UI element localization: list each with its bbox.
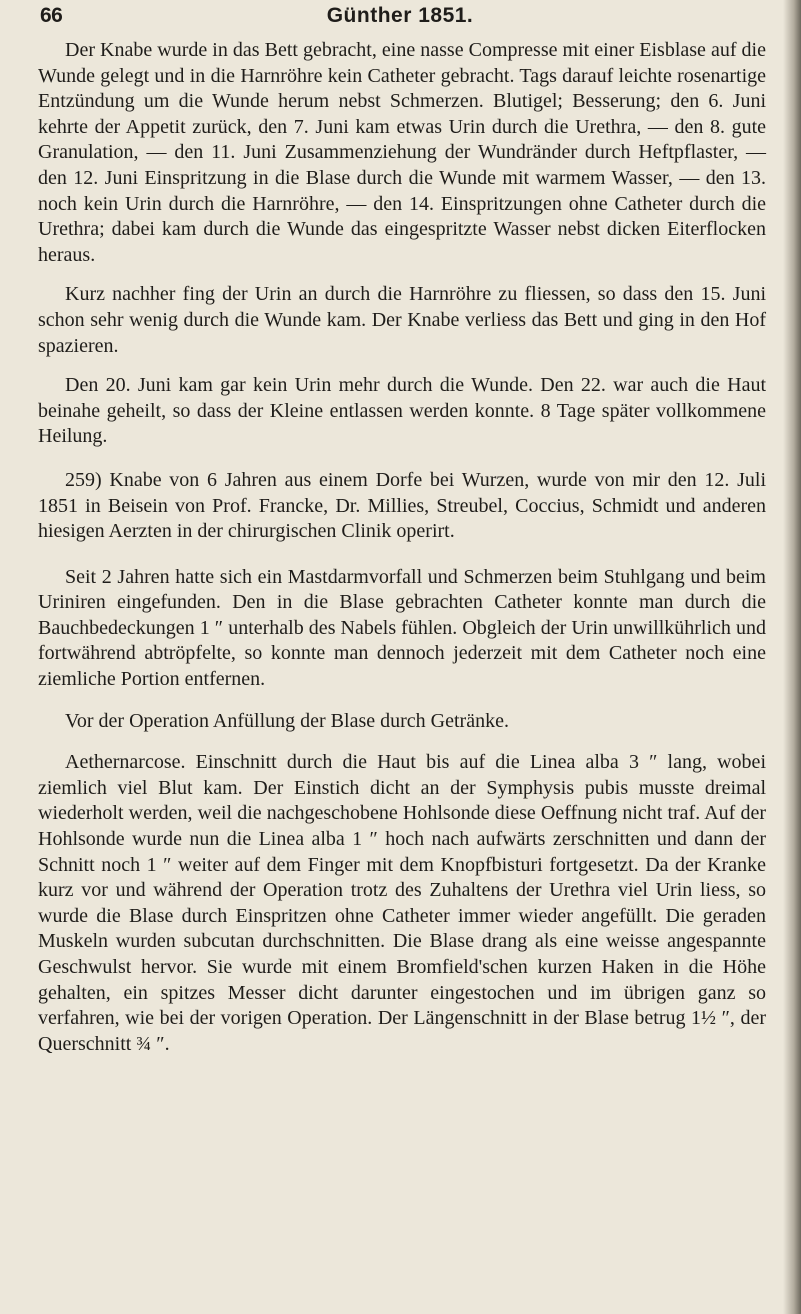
paragraph: Seit 2 Jahren hatte sich ein Mastdarmvorfall und Schmerzen beim Stuhlgang und beim Uriniren eingefunden. Den in die Blase gebrachten Catheter konnte man durch die Bauchbedeckungen 1 ″ unterhalb des Nabels fühlen. Obgleich der Urin unwillkührlich und fortwährend abtröpfelte, so konnte man dennoch jederzeit mit dem Catheter noch eine ziemliche Portion entfernen. bbox=[38, 565, 766, 691]
paragraph: Aethernarcose. Einschnitt durch die Haut bis auf die Linea alba 3 ″ lang, wobei ziemlich viel Blut kam. Der Einstich dicht an der Symphysis pubis musste dreimal wiederholt werden, weil die nachgeschobene Hohlsonde diese Oeffnung nicht traf. Auf der Hohlsonde wurde nun die Linea alba 1 ″ hoch nach aufwärts zerschnitten und dann der Schnitt noch 1 ″ weiter auf dem Finger mit dem Knopfbisturi fortgesetzt. Da der Kranke kurz vor und während der Operation trotz des Zuhaltens der Urethra viel Urin liess, so wurde die Blase durch Einspritzen ohne Catheter immer wieder angefüllt. Die geraden Muskeln wurden subcutan durchschnitten. Die Blase drang als eine weisse angespannte Geschwulst hervor. Sie wurde mit einem Bromfield'schen kurzen Haken in die Höhe gehalten, ein spitzes Messer dicht darunter eingestochen und im übrigen ganz so verfahren, wie bei der vorigen Operation. Der Längenschnitt in der Blase betrug 1½ ″, der Querschnitt ¾ ″. bbox=[38, 751, 766, 1055]
paragraph: Kurz nachher fing der Urin an durch die Harnröhre zu fliessen, so dass den 15. Juni schon sehr wenig durch die Wunde kam. Der Knabe verliess das Bett und ging in den Hof spazieren. bbox=[38, 283, 766, 357]
body-text bbox=[38, 38, 766, 1057]
paragraph-case-259: 259) Knabe von 6 Jahren aus einem Dorfe bei Wurzen, wurde von mir den 12. Juli 1851 in Beisein von Prof. Francke, Dr. Millies, Streubel, Coccius, Schmidt und anderen hiesigen Aerzten in der chirurgischen Clinik operirt. bbox=[38, 468, 766, 543]
page-number: 66 bbox=[40, 4, 63, 27]
running-head: Günther 1851. bbox=[326, 4, 474, 27]
page-edge-shadow bbox=[783, 0, 801, 1314]
paragraph: Der Knabe wurde in das Bett gebracht, eine nasse Compresse mit einer Eisblase auf die Wunde gelegt und in die Harnröhre kein Catheter gebracht. Tags darauf leichte rosenartige Entzündung um die Wunde herum nebst Schmerzen. Blutigel; Besserung; den 6. Juni kehrte der Appetit zurück, den 7. Juni kam etwas Urin durch die Urethra, — den 8. gute Granulation, — den 11. Juni Zusammenziehung der Wundränder durch Heftpflaster, — den 12. Juni Einspritzung in die Blase durch die Wunde mit warmem Wasser, — den 13. noch kein Urin durch die Harnröhre, — den 14. Einspritzungen ohne Catheter durch die Urethra; dabei kam durch die Wunde das eingespritzte Wasser nebst dicken Eiterflocken heraus. bbox=[38, 39, 766, 266]
paragraph: Vor der Operation Anfüllung der Blase durch Getränke. bbox=[65, 709, 509, 732]
paragraph: Den 20. Juni kam gar kein Urin mehr durch die Wunde. Den 22. war auch die Haut beinahe geheilt, so dass der Kleine entlassen werden konnte. 8 Tage später vollkommene Heilung. bbox=[38, 374, 766, 448]
page-header bbox=[40, 4, 760, 38]
